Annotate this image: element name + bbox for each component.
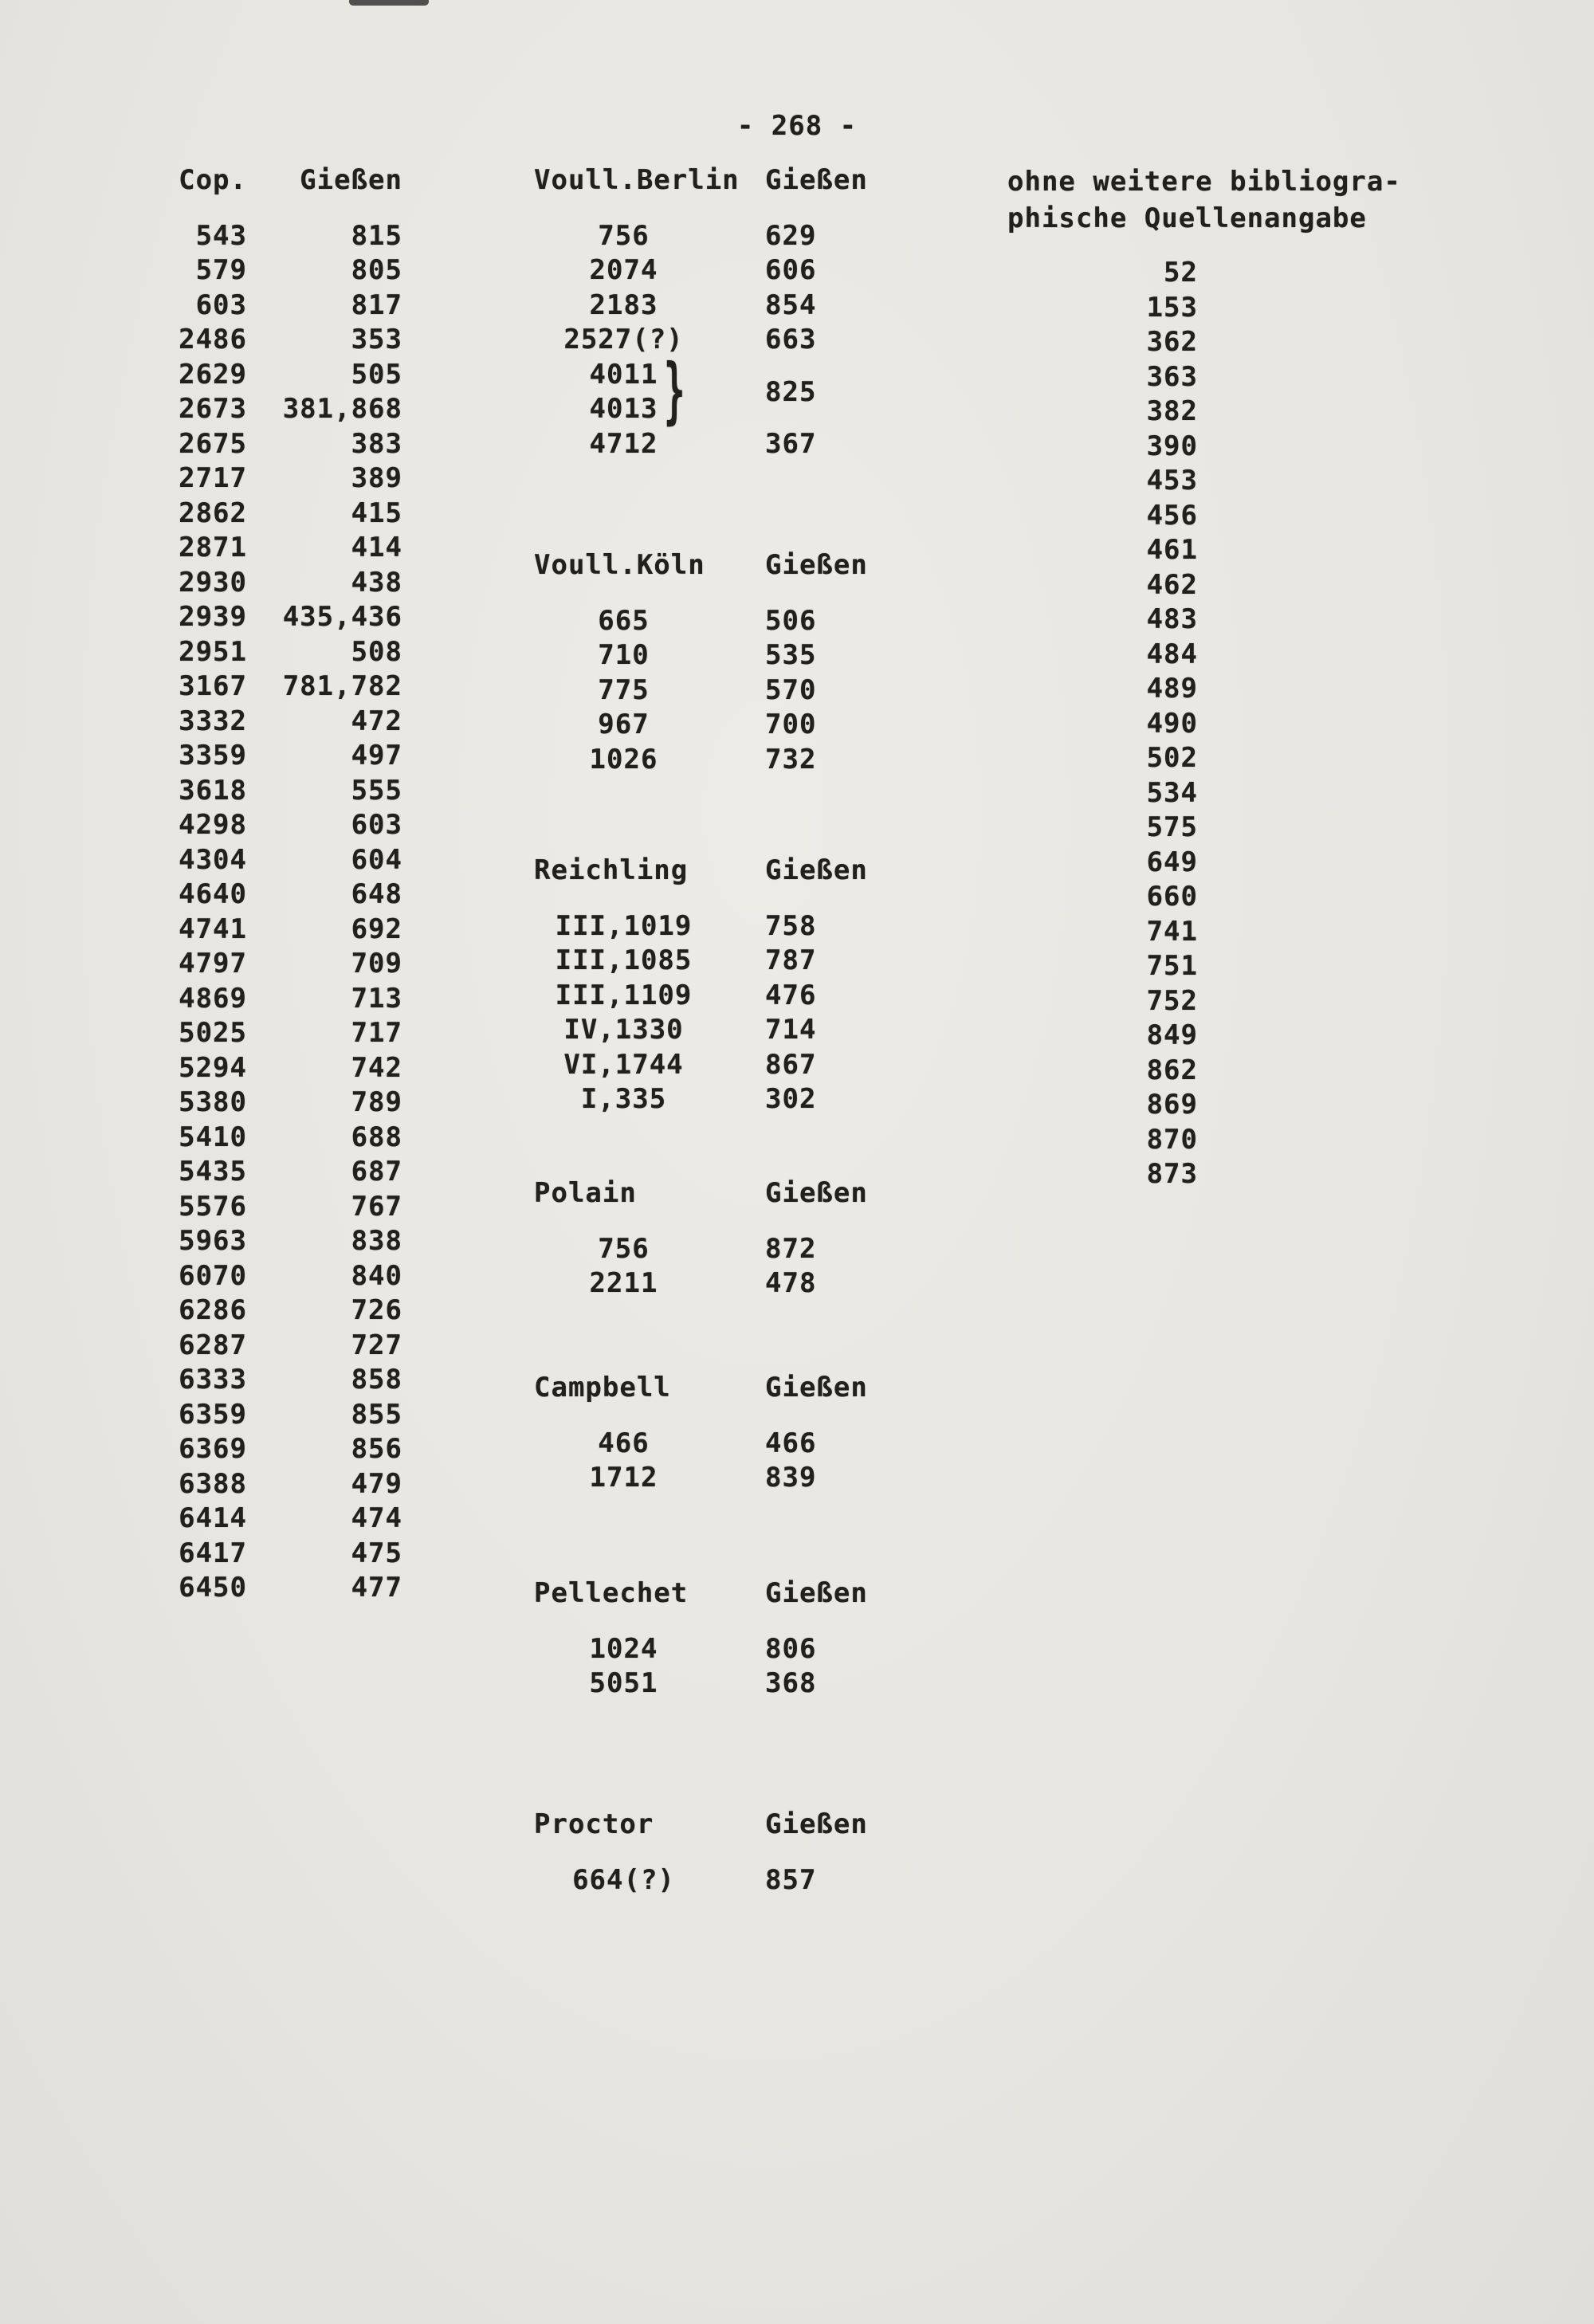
list-header-line-2: phische Quellenangabe: [1007, 202, 1367, 234]
cop-number: 4797: [179, 948, 247, 979]
giessen-number: 727: [351, 1329, 402, 1361]
table-header: [526, 163, 909, 198]
giessen-number: 857: [765, 1863, 817, 1896]
table-row: [120, 253, 422, 289]
list-item: [1003, 291, 1401, 326]
table-rows: [526, 1632, 909, 1702]
cop-number: 6417: [179, 1537, 247, 1569]
reference-number: 756: [598, 219, 650, 252]
table-row: [120, 1051, 422, 1086]
giessen-number: 381,868: [282, 393, 402, 425]
list-item: [1003, 811, 1401, 846]
list-item: [1003, 533, 1401, 568]
table-row: [120, 1432, 422, 1467]
column-header-proctor: Proctor: [534, 1808, 654, 1840]
giessen-number: 687: [351, 1156, 402, 1188]
giessen-number: 461: [1146, 534, 1198, 566]
reference-number: III,1085: [555, 944, 693, 976]
giessen-number: 362: [1146, 326, 1198, 358]
table-header: [526, 1576, 909, 1611]
table-row: [526, 1632, 909, 1667]
list-item: [1003, 568, 1401, 603]
column-header-giessen: Gießen: [300, 164, 402, 196]
table-row: [120, 669, 422, 705]
giessen-number: 742: [351, 1051, 402, 1084]
table-row: [526, 323, 909, 358]
table-row: [120, 600, 422, 635]
table-row: [526, 427, 909, 462]
reference-number: 1026: [589, 743, 658, 775]
table-row: [120, 427, 422, 462]
column-header-giessen: Gießen: [765, 164, 868, 196]
cop-number: 2871: [179, 532, 247, 563]
cop-number: 3618: [179, 774, 247, 807]
list-item: [1003, 499, 1401, 534]
page-number: - 268 -: [736, 110, 858, 142]
cop-number: 6359: [179, 1398, 247, 1431]
giessen-number: 502: [1146, 742, 1198, 774]
giessen-number: 709: [351, 948, 402, 979]
table-row: [120, 739, 422, 774]
giessen-number: 153: [1146, 291, 1198, 324]
cop-number: 2486: [179, 324, 247, 355]
cop-number: 5410: [179, 1121, 247, 1153]
cop-number: 4298: [179, 809, 247, 841]
cop-number: 4741: [179, 913, 247, 945]
table-row: [526, 743, 909, 778]
column-header-cop: Cop.: [179, 164, 247, 196]
table-row: [120, 1085, 422, 1121]
giessen-number: 726: [351, 1294, 402, 1326]
reichling-table: [526, 854, 909, 1117]
pellechet-table: [526, 1576, 909, 1702]
table-header: [526, 548, 909, 583]
giessen-number: 382: [1146, 395, 1198, 427]
cop-number: 2930: [179, 566, 247, 599]
table-row: [120, 774, 422, 809]
giessen-number: 414: [351, 532, 402, 563]
column-header-giessen: Gießen: [765, 1177, 868, 1209]
table-rows: [526, 604, 909, 778]
table-rows: [526, 909, 909, 1117]
table-row: [526, 909, 909, 944]
cop-number: 6369: [179, 1433, 247, 1465]
column-header-reichling: Reichling: [534, 854, 689, 886]
table-row: [526, 1082, 909, 1117]
reference-number: 4013: [589, 393, 658, 425]
giessen-number: 787: [765, 944, 817, 976]
cop-number: 579: [195, 254, 247, 286]
giessen-number: 570: [765, 673, 817, 706]
table-row: [120, 1537, 422, 1572]
giessen-number: 575: [1146, 811, 1198, 843]
giessen-number: 817: [351, 289, 402, 321]
table-row: [120, 1224, 422, 1259]
reference-number: 2527(?): [563, 324, 684, 355]
giessen-number: 367: [765, 427, 817, 460]
giessen-number: 484: [1146, 638, 1198, 670]
table-row: [526, 1666, 909, 1702]
list-item: [1003, 1157, 1401, 1192]
table-row: [526, 1013, 909, 1048]
list-item: [1003, 672, 1401, 707]
giessen-number: 840: [351, 1259, 402, 1292]
giessen-number: 472: [351, 705, 402, 737]
table-row: [526, 944, 909, 979]
table-row: [120, 913, 422, 948]
table-row: [526, 1461, 909, 1496]
reference-number: 2183: [589, 289, 658, 321]
list-item: [1003, 325, 1401, 360]
table-rows: [526, 1863, 909, 1898]
giessen-number: 368: [765, 1667, 817, 1699]
giessen-number: 789: [351, 1086, 402, 1118]
giessen-number: 497: [351, 740, 402, 771]
giessen-number: 479: [351, 1467, 402, 1500]
cop-number: 6414: [179, 1502, 247, 1534]
list-item: [1003, 256, 1401, 291]
cop-number: 6388: [179, 1467, 247, 1500]
giessen-number: 363: [1146, 360, 1198, 393]
giessen-number: 453: [1146, 465, 1198, 497]
giessen-number: 383: [351, 427, 402, 460]
reference-number: III,1109: [555, 979, 693, 1011]
reference-number: 4712: [589, 427, 658, 460]
giessen-number: 839: [765, 1462, 817, 1494]
column-header-pellechet: Pellechet: [534, 1577, 689, 1609]
giessen-number: 603: [351, 809, 402, 841]
giessen-number: 604: [351, 843, 402, 876]
cop-giessen-table: [120, 163, 422, 1606]
cop-number: 3332: [179, 705, 247, 737]
table-header: [120, 163, 422, 198]
column-header-giessen: Gießen: [765, 854, 868, 886]
giessen-number: 478: [765, 1267, 817, 1299]
reference-number: IV,1330: [563, 1014, 684, 1046]
brace-glyph: }: [664, 349, 686, 434]
cop-number: 6070: [179, 1259, 247, 1292]
list-item: [1003, 1054, 1401, 1089]
giessen-number: 438: [351, 566, 402, 599]
giessen-number: 490: [1146, 707, 1198, 740]
table-row: [120, 497, 422, 532]
cop-number: 3359: [179, 740, 247, 771]
giessen-number: 505: [351, 358, 402, 391]
list-item: [1003, 603, 1401, 638]
giessen-number: 855: [351, 1398, 402, 1431]
cop-number: 6287: [179, 1329, 247, 1361]
giessen-number: 732: [765, 743, 817, 775]
giessen-number: 456: [1146, 499, 1198, 532]
giessen-number: 415: [351, 497, 402, 529]
list-item: [1003, 638, 1401, 673]
column-header-giessen: Gießen: [765, 1577, 868, 1609]
list-item: [1003, 360, 1401, 395]
giessen-number: 629: [765, 219, 817, 252]
campbell-table: [526, 1371, 909, 1496]
table-row: [120, 1294, 422, 1329]
reference-number: 664(?): [572, 1863, 675, 1896]
giessen-number: 483: [1146, 603, 1198, 635]
giessen-number: 660: [1146, 881, 1198, 913]
cop-number: 4640: [179, 878, 247, 910]
table-row: [120, 982, 422, 1017]
giessen-number: 741: [1146, 915, 1198, 948]
list-item: [1003, 741, 1401, 776]
table-row: [120, 1467, 422, 1502]
list-item: [1003, 707, 1401, 742]
giessen-number: 534: [1146, 776, 1198, 809]
cop-number: 3167: [179, 670, 247, 702]
table-row: [526, 219, 909, 254]
giessen-number: 862: [1146, 1054, 1198, 1086]
reference-number: 466: [598, 1427, 650, 1459]
reference-number: 2074: [589, 254, 658, 286]
column-header-campbell: Campbell: [534, 1372, 671, 1403]
cop-number: 5294: [179, 1051, 247, 1084]
cop-number: 5025: [179, 1017, 247, 1049]
reference-number: 1712: [589, 1462, 658, 1494]
giessen-number: 751: [1146, 950, 1198, 982]
column-header-voull-koeln: Voull.Köln: [534, 549, 705, 581]
table-row: [120, 1190, 422, 1225]
column-header-voull-berlin: Voull.Berlin: [534, 164, 740, 196]
reference-number: 4011: [589, 358, 658, 391]
table-row: [526, 979, 909, 1014]
giessen-number: 52: [1164, 257, 1198, 289]
table-rows: [526, 1232, 909, 1301]
column-header-giessen: Gießen: [765, 1808, 868, 1840]
giessen-number: 713: [351, 982, 402, 1015]
reference-number: 967: [598, 709, 650, 740]
cop-number: 2862: [179, 497, 247, 529]
giessen-number: 648: [351, 878, 402, 910]
table-row: [120, 392, 422, 427]
cop-number: 5963: [179, 1225, 247, 1257]
list-item: [1003, 846, 1401, 881]
giessen-number: 869: [1146, 1089, 1198, 1121]
list-header-line-1: ohne weitere bibliogra-: [1007, 166, 1401, 198]
giessen-number: 781,782: [282, 670, 402, 702]
giessen-number: 466: [765, 1427, 817, 1459]
giessen-number: 856: [351, 1433, 402, 1465]
cop-number: 5576: [179, 1190, 247, 1223]
giessen-number: 688: [351, 1121, 402, 1153]
braced-row-group: [526, 349, 909, 434]
table-row: [120, 1502, 422, 1537]
table-row: [526, 1427, 909, 1462]
giessen-number: 825: [765, 376, 817, 408]
cop-number: 4304: [179, 843, 247, 876]
giessen-number: 758: [765, 909, 817, 942]
list-item: [1003, 1019, 1401, 1054]
giessen-number: 752: [1146, 984, 1198, 1017]
cop-number: 4869: [179, 982, 247, 1015]
list-item: [1003, 464, 1401, 499]
table-rows: [526, 219, 909, 358]
table-rows: [120, 219, 422, 1606]
giessen-number: 302: [765, 1083, 817, 1115]
table-header: [526, 854, 909, 889]
list-item: [1003, 880, 1401, 915]
table-row: [526, 1048, 909, 1083]
reference-number: I,335: [580, 1083, 667, 1115]
list-item: [1003, 1123, 1401, 1158]
giessen-number: 506: [765, 604, 817, 637]
table-rows: [526, 1427, 909, 1496]
giessen-number: 476: [765, 979, 817, 1011]
giessen-number: 805: [351, 254, 402, 286]
column-header-polain: Polain: [534, 1177, 637, 1209]
reference-number: VI,1744: [563, 1048, 684, 1081]
list-item: [1003, 984, 1401, 1019]
giessen-number: 838: [351, 1225, 402, 1257]
list-item: [1003, 1088, 1401, 1123]
giessen-number: 555: [351, 774, 402, 807]
table-row: [120, 808, 422, 843]
cop-number: 603: [195, 289, 247, 321]
table-row: [120, 566, 422, 601]
cop-number: 6450: [179, 1572, 247, 1604]
table-header: [526, 1808, 909, 1843]
no-source-list: [1003, 163, 1401, 1192]
cop-number: 2629: [179, 358, 247, 391]
table-row: [120, 1329, 422, 1364]
giessen-number: 475: [351, 1537, 402, 1569]
table-row: [120, 877, 422, 913]
giessen-number: 435,436: [282, 601, 402, 633]
giessen-number: 462: [1146, 568, 1198, 601]
giessen-number: 477: [351, 1572, 402, 1604]
giessen-number: 870: [1146, 1123, 1198, 1156]
giessen-number: 714: [765, 1014, 817, 1046]
cop-number: 5435: [179, 1156, 247, 1188]
cop-number: 2717: [179, 462, 247, 494]
table-row: [526, 638, 909, 673]
reference-number: 756: [598, 1232, 650, 1265]
scan-artifact-smudge: [349, 0, 429, 6]
cop-number: 2951: [179, 635, 247, 668]
reference-number: 2211: [589, 1267, 658, 1299]
table-row: [120, 1155, 422, 1190]
table-row: [120, 289, 422, 324]
table-row: [120, 1259, 422, 1294]
cop-number: 543: [195, 219, 247, 252]
table-row: [526, 1232, 909, 1267]
giessen-number: 867: [765, 1048, 817, 1081]
column-header-giessen: Gießen: [765, 1372, 868, 1403]
table-row: [120, 1016, 422, 1051]
table-row: [120, 635, 422, 670]
table-header: [526, 1176, 909, 1211]
giessen-number: 873: [1146, 1158, 1198, 1190]
giessen-number: 390: [1146, 430, 1198, 462]
table-row: [526, 1863, 909, 1898]
giessen-number: 649: [1146, 846, 1198, 878]
giessen-number: 806: [765, 1632, 817, 1665]
list-item: [1003, 430, 1401, 465]
giessen-number: 353: [351, 324, 402, 355]
table-row: [120, 323, 422, 358]
table-row: [120, 1363, 422, 1398]
giessen-number: 606: [765, 254, 817, 286]
table-row: [120, 947, 422, 982]
table-row: [120, 705, 422, 740]
table-row: [120, 1398, 422, 1433]
giessen-number: 535: [765, 639, 817, 671]
giessen-number: 700: [765, 709, 817, 740]
reference-number: 665: [598, 604, 650, 637]
list-item: [1003, 949, 1401, 984]
giessen-number: 508: [351, 635, 402, 668]
cop-number: 2675: [179, 427, 247, 460]
polain-table: [526, 1176, 909, 1301]
giessen-number: 872: [765, 1232, 817, 1265]
table-row: [120, 358, 422, 393]
table-rows: [526, 427, 909, 462]
cop-number: 5380: [179, 1086, 247, 1118]
list-values: [1003, 256, 1401, 1192]
proctor-table: [526, 1808, 909, 1898]
reference-number: 775: [598, 673, 650, 706]
voull-berlin-table: [526, 163, 909, 461]
giessen-number: 663: [765, 324, 817, 355]
giessen-number: 858: [351, 1364, 402, 1396]
reference-number: 5051: [589, 1667, 658, 1699]
cop-number: 6286: [179, 1294, 247, 1326]
giessen-number: 854: [765, 289, 817, 321]
giessen-number: 474: [351, 1502, 402, 1534]
giessen-number: 692: [351, 913, 402, 945]
table-row: [120, 843, 422, 878]
list-item: [1003, 395, 1401, 430]
braced-reference-numbers: [526, 349, 721, 434]
giessen-number: 489: [1146, 673, 1198, 705]
table-row: [526, 708, 909, 743]
giessen-number: 717: [351, 1017, 402, 1049]
list-item: [1003, 915, 1401, 950]
giessen-number: 815: [351, 219, 402, 252]
table-row: [526, 253, 909, 289]
table-row: [526, 289, 909, 324]
table-row: [120, 461, 422, 497]
table-row: [120, 219, 422, 254]
table-row: [120, 531, 422, 566]
reference-number: 1024: [589, 1632, 658, 1665]
table-row: [526, 673, 909, 709]
table-row: [526, 1266, 909, 1301]
table-row: [120, 1121, 422, 1156]
list-item: [1003, 776, 1401, 811]
cop-number: 2939: [179, 601, 247, 633]
table-header: [526, 1371, 909, 1406]
voull-koeln-table: [526, 548, 909, 777]
giessen-number: 849: [1146, 1019, 1198, 1051]
reference-number: III,1019: [555, 909, 693, 942]
table-row: [120, 1571, 422, 1606]
column-header-giessen: Gießen: [765, 549, 868, 581]
giessen-number: 767: [351, 1190, 402, 1223]
reference-number: 710: [598, 639, 650, 671]
giessen-number: 389: [351, 462, 402, 494]
cop-number: 2673: [179, 393, 247, 425]
table-row: [526, 604, 909, 639]
cop-number: 6333: [179, 1364, 247, 1396]
